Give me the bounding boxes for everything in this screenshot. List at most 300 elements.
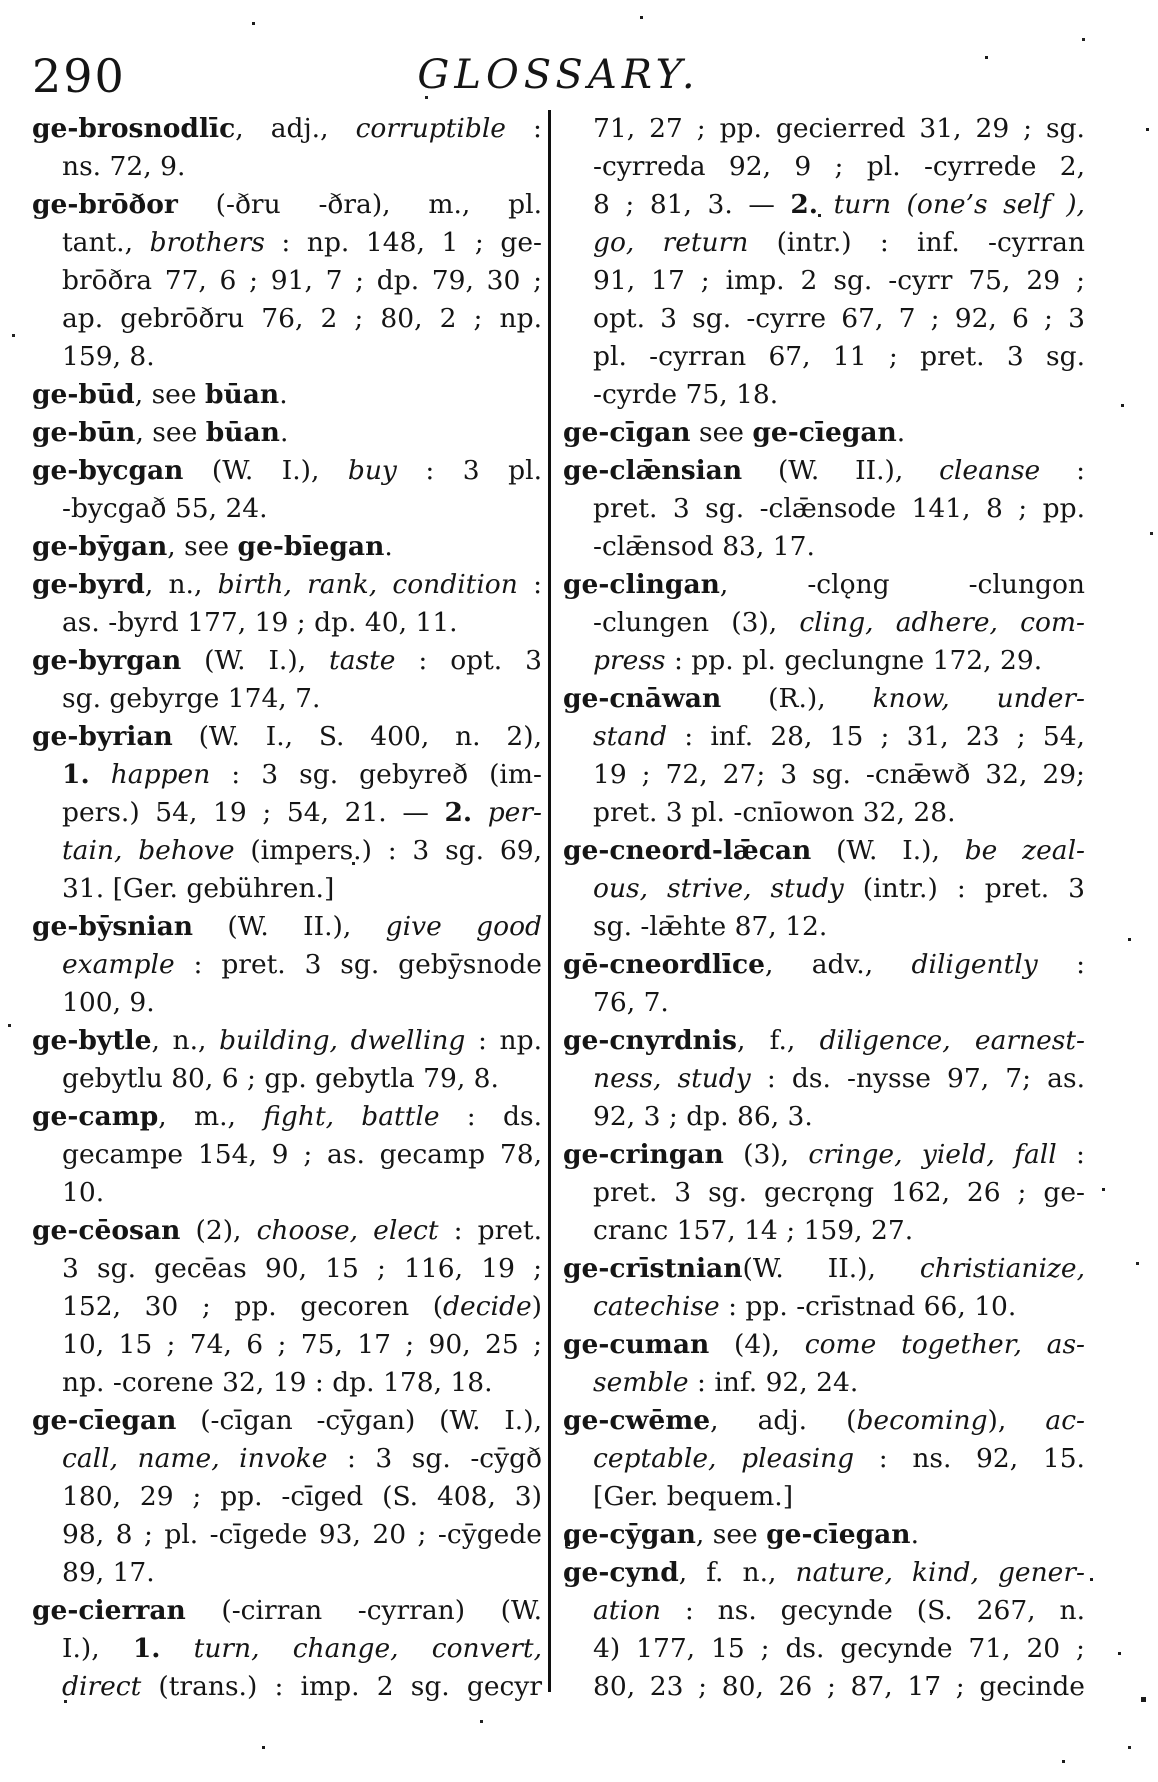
entry-line bbox=[563, 1516, 1085, 1554]
glossary-entry bbox=[563, 1402, 1085, 1516]
text-run: (intr.) : pret. 3 bbox=[843, 873, 1085, 904]
text-run: ness, study bbox=[593, 1063, 751, 1094]
text-run: 152, 30 ; pp. gecoren ( bbox=[62, 1291, 444, 1322]
text-run: ap. gebrōðru 76, 2 ; 80, 2 ; np. bbox=[62, 303, 542, 334]
glossary-entry bbox=[563, 1136, 1085, 1250]
entry-line bbox=[32, 756, 542, 794]
entry-line bbox=[563, 1326, 1085, 1364]
text-run: . bbox=[896, 417, 906, 448]
entry-line bbox=[563, 1060, 1085, 1098]
text-run: gē-cneordlīce bbox=[563, 949, 765, 980]
text-run: . bbox=[384, 531, 393, 562]
text-run: ge-bycgan bbox=[32, 455, 184, 486]
text-run: ge-bytle bbox=[32, 1025, 152, 1056]
entry-line bbox=[32, 1592, 542, 1630]
text-run: 4) 177, 15 ; ds. gecynde 71, 20 ; bbox=[593, 1633, 1085, 1664]
text-run: ge-būd bbox=[32, 379, 135, 410]
text-run: : bbox=[1056, 1139, 1085, 1170]
text-run: buy bbox=[347, 455, 397, 486]
text-run: . bbox=[279, 379, 288, 410]
entry-line bbox=[32, 1478, 542, 1516]
entry-line bbox=[563, 1364, 1085, 1402]
text-run: (W. I.), bbox=[183, 455, 348, 486]
text-run: happen bbox=[110, 759, 211, 790]
glossary-entry bbox=[563, 1516, 1085, 1554]
glossary-entry bbox=[563, 832, 1085, 946]
text-run bbox=[161, 1633, 194, 1664]
text-run: cranc 157, 14 ; 159, 27. bbox=[593, 1215, 914, 1246]
text-run: 89, 17. bbox=[62, 1557, 155, 1588]
entry-line bbox=[563, 262, 1085, 300]
text-run: pret. 3 pl. -cnīowon 32, 28. bbox=[593, 797, 956, 828]
text-run: ge-cneord-lǣcan bbox=[563, 835, 812, 866]
text-run: ge-cȳgan bbox=[563, 1519, 696, 1550]
text-run: ge-clǣnsian bbox=[563, 455, 743, 486]
glossary-entry bbox=[32, 1212, 542, 1402]
entry-line bbox=[32, 1402, 542, 1440]
text-run: 100, 9. bbox=[62, 987, 155, 1018]
column-right bbox=[563, 110, 1085, 1706]
text-run: : np. bbox=[465, 1025, 543, 1056]
entry-line bbox=[563, 1478, 1085, 1516]
text-run: , see bbox=[167, 531, 238, 562]
glossary-entry bbox=[32, 1022, 542, 1098]
glossary-entry bbox=[563, 452, 1085, 566]
text-run: ous, strive, study bbox=[593, 873, 844, 904]
text-run: go, return bbox=[593, 227, 749, 258]
text-run: ation bbox=[593, 1595, 661, 1626]
text-run: ge-crīstnian bbox=[563, 1253, 743, 1284]
glossary-entry bbox=[32, 186, 542, 376]
text-run: ns. 72, 9. bbox=[62, 151, 186, 182]
text-run: : 3 pl. bbox=[396, 455, 542, 486]
text-run: 8 ; 81, 3. — bbox=[593, 189, 791, 220]
text-run: diligently bbox=[911, 949, 1038, 980]
text-run: : bbox=[517, 569, 543, 600]
text-run: , see bbox=[135, 417, 206, 448]
entry-line bbox=[563, 604, 1085, 642]
text-run: cleanse bbox=[939, 455, 1041, 486]
text-run: -clǣnsod 83, 17. bbox=[593, 531, 815, 562]
text-run: būan bbox=[205, 417, 280, 448]
glossary-entry bbox=[32, 110, 542, 186]
text-run: press bbox=[593, 645, 666, 676]
text-run: pret. 3 sg. -clǣnsode 141, 8 ; pp. bbox=[593, 493, 1085, 524]
entry-line bbox=[563, 414, 1085, 452]
text-run: (W. I.), bbox=[811, 835, 965, 866]
text-run: 76, 7. bbox=[593, 987, 669, 1018]
glossary-entry bbox=[32, 1098, 542, 1212]
entry-line bbox=[563, 1554, 1085, 1592]
text-run: : bbox=[506, 113, 542, 144]
entry-line bbox=[32, 794, 542, 832]
entry-line bbox=[32, 414, 542, 452]
entry-line bbox=[32, 908, 542, 946]
entry-line bbox=[32, 1630, 542, 1668]
entry-line bbox=[32, 1212, 542, 1250]
text-run: 10, 15 ; 74, 6 ; 75, 17 ; 90, 25 ; bbox=[62, 1329, 542, 1360]
entry-line bbox=[563, 908, 1085, 946]
entry-line bbox=[32, 984, 542, 1022]
text-run: per- bbox=[487, 797, 542, 828]
text-run: -clungen (3), bbox=[593, 607, 800, 638]
column-divider bbox=[548, 110, 551, 1692]
text-run: ceptable, pleasing bbox=[593, 1443, 855, 1474]
text-run: (trans.) : imp. 2 sg. gecyr bbox=[141, 1671, 542, 1702]
entry-line bbox=[32, 1250, 542, 1288]
text-run: : opt. 3 bbox=[395, 645, 542, 676]
glossary-entry bbox=[563, 414, 1085, 452]
text-run: -bycgað 55, 24. bbox=[62, 493, 268, 524]
text-run: ge-cīgan bbox=[563, 417, 691, 448]
text-run: 180, 29 ; pp. -cīged (S. 408, 3) bbox=[62, 1481, 542, 1512]
entry-line bbox=[563, 1022, 1085, 1060]
text-run: know, under- bbox=[872, 683, 1086, 714]
text-run: ge-clingan bbox=[563, 569, 720, 600]
entry-line bbox=[32, 680, 542, 718]
text-run: 3 sg. gecēas 90, 15 ; 116, 19 ; bbox=[62, 1253, 542, 1284]
text-run: (W. I.), bbox=[181, 645, 330, 676]
text-run: gebytlu 80, 6 ; gp. gebytla 79, 8. bbox=[62, 1063, 499, 1094]
scan-noise bbox=[0, 0, 3, 3]
text-run: 19 ; 72, 27; 3 sg. -cnǣwð 32, 29; bbox=[593, 759, 1085, 790]
text-run: , m., bbox=[158, 1101, 264, 1132]
page-number: 290 bbox=[32, 49, 126, 103]
text-run: ge-cnāwan bbox=[563, 683, 722, 714]
glossary-entry bbox=[563, 110, 1085, 414]
text-run: būan bbox=[204, 379, 280, 410]
text-run: : pp. -crīstnad 66, 10. bbox=[719, 1291, 1017, 1322]
text-run: cringe, yield, fall bbox=[808, 1139, 1057, 1170]
text-run: : ds. -nysse 97, 7; as. bbox=[750, 1063, 1085, 1094]
text-run: pret. 3 sg. gecrǫng 162, 26 ; ge- bbox=[593, 1177, 1085, 1208]
text-run: turn, change, convert, bbox=[193, 1633, 542, 1664]
text-run: birth, rank, condition bbox=[217, 569, 518, 600]
entry-line bbox=[563, 1402, 1085, 1440]
text-run: example bbox=[62, 949, 175, 980]
text-run: , adj. ( bbox=[710, 1405, 857, 1436]
glossary-entry bbox=[32, 1592, 542, 1706]
text-run: , n., bbox=[144, 569, 218, 600]
text-run: . bbox=[279, 417, 289, 448]
entry-line bbox=[563, 946, 1085, 984]
glossary-entry bbox=[32, 642, 542, 718]
entry-line bbox=[563, 1630, 1085, 1668]
text-run: 1. bbox=[132, 1633, 161, 1664]
text-run: catechise bbox=[593, 1291, 720, 1322]
glossary-columns bbox=[32, 110, 1085, 1706]
text-run: (impers.) : 3 sg. 69, bbox=[234, 835, 542, 866]
text-run: : pret. 3 sg. gebȳsnode bbox=[174, 949, 542, 980]
text-run: : ds. bbox=[439, 1101, 542, 1132]
entry-line bbox=[563, 1098, 1085, 1136]
entry-line bbox=[32, 452, 542, 490]
entry-line bbox=[563, 566, 1085, 604]
text-run: ge-bȳsnian bbox=[32, 911, 194, 942]
entry-line bbox=[563, 338, 1085, 376]
entry-line bbox=[32, 946, 542, 984]
glossary-entry bbox=[563, 1326, 1085, 1402]
text-run: 2. bbox=[790, 189, 819, 220]
text-run: ac- bbox=[1045, 1405, 1086, 1436]
entry-line bbox=[32, 1554, 542, 1592]
text-run: ge-brōðor bbox=[32, 189, 178, 220]
glossary-entry bbox=[563, 680, 1085, 832]
entry-line bbox=[32, 490, 542, 528]
text-run: direct bbox=[62, 1671, 142, 1702]
text-run: fight, battle bbox=[263, 1101, 440, 1132]
text-run: ge-bȳgan bbox=[32, 531, 168, 562]
text-run: (W. II.), bbox=[193, 911, 386, 942]
entry-line bbox=[32, 110, 542, 148]
text-run: pl. -cyrran 67, 11 ; pret. 3 sg. bbox=[593, 341, 1085, 372]
text-run: sg. gebyrge 174, 7. bbox=[62, 683, 321, 714]
glossary-entry bbox=[32, 376, 542, 414]
entry-line bbox=[32, 832, 542, 870]
entry-line bbox=[32, 528, 542, 566]
text-run: brōðra 77, 6 ; 91, 7 ; dp. 79, 30 ; bbox=[62, 265, 542, 296]
entry-line bbox=[32, 604, 542, 642]
entry-line bbox=[32, 566, 542, 604]
glossary-entry bbox=[32, 452, 542, 528]
text-run: I.), bbox=[62, 1633, 133, 1664]
text-run: as. -byrd 177, 19 ; dp. 40, 11. bbox=[62, 607, 458, 638]
text-run: (W. I., S. 400, n. 2), bbox=[172, 721, 542, 752]
entry-line bbox=[563, 1592, 1085, 1630]
text-run: brothers bbox=[149, 227, 265, 258]
text-run: (-cirran -cyrran) (W. bbox=[185, 1595, 542, 1626]
text-run: : 3 sg. -cȳgð bbox=[327, 1443, 543, 1474]
glossary-entry bbox=[32, 718, 542, 908]
entry-line bbox=[563, 832, 1085, 870]
entry-line bbox=[32, 1288, 542, 1326]
text-run: : pp. pl. geclungne 172, 29. bbox=[665, 645, 1043, 676]
text-run: choose, elect bbox=[256, 1215, 439, 1246]
text-run: np. -corene 32, 19 : dp. 178, 18. bbox=[62, 1367, 493, 1398]
text-run: 10. bbox=[62, 1177, 105, 1208]
text-run: decide bbox=[443, 1291, 532, 1322]
text-run: cling, adhere, com- bbox=[799, 607, 1085, 638]
glossary-entry bbox=[32, 908, 542, 1022]
text-run: christianize, bbox=[919, 1253, 1085, 1284]
entry-line bbox=[563, 1440, 1085, 1478]
glossary-entry bbox=[32, 528, 542, 566]
text-run: ge-brosnodlīc bbox=[32, 113, 236, 144]
text-run: , see bbox=[134, 379, 205, 410]
glossary-entry bbox=[563, 946, 1085, 1022]
text-run: gecampe 154, 9 ; as. gecamp 78, bbox=[62, 1139, 542, 1170]
entry-line bbox=[563, 870, 1085, 908]
text-run: 71, 27 ; pp. gecierred 31, 29 ; sg. bbox=[593, 113, 1085, 144]
glossary-entry bbox=[32, 1402, 542, 1592]
text-run: : inf. 92, 24. bbox=[688, 1367, 859, 1398]
text-run: : inf. 28, 15 ; 31, 23 ; 54, bbox=[667, 721, 1085, 752]
entry-line bbox=[563, 1250, 1085, 1288]
text-run: ge-bīegan bbox=[237, 531, 385, 562]
entry-line bbox=[32, 642, 542, 680]
text-run: (W. II.), bbox=[742, 455, 940, 486]
text-run: ge-cuman bbox=[563, 1329, 710, 1360]
entry-line bbox=[563, 642, 1085, 680]
text-run: 159, 8. bbox=[62, 341, 155, 372]
text-run: , adj., bbox=[235, 113, 356, 144]
entry-line bbox=[32, 262, 542, 300]
entry-line bbox=[32, 186, 542, 224]
text-run: . bbox=[910, 1519, 919, 1550]
text-run: , f. n., bbox=[678, 1557, 796, 1588]
entry-line bbox=[32, 338, 542, 376]
text-run: ge-cēosan bbox=[32, 1215, 181, 1246]
text-run bbox=[472, 797, 488, 828]
entry-line bbox=[32, 148, 542, 186]
entry-line bbox=[32, 870, 542, 908]
text-run: (-cīgan -cȳgan) (W. I.), bbox=[176, 1405, 542, 1436]
text-run: -cyrde 75, 18. bbox=[593, 379, 779, 410]
text-run: becoming bbox=[856, 1405, 988, 1436]
text-run: [Ger. bequem.] bbox=[593, 1481, 794, 1512]
column-left bbox=[32, 110, 542, 1706]
entry-line bbox=[563, 490, 1085, 528]
text-run: -cyrreda 92, 9 ; pl. -cyrrede 2, bbox=[593, 151, 1085, 182]
text-run: ge-cierran bbox=[32, 1595, 186, 1626]
entry-line bbox=[32, 1098, 542, 1136]
text-run: 31. [Ger. gebühren.] bbox=[62, 873, 335, 904]
entry-line bbox=[563, 110, 1085, 148]
entry-line bbox=[32, 1668, 542, 1706]
text-run: : pret. bbox=[438, 1215, 543, 1246]
text-run: , f., bbox=[736, 1025, 820, 1056]
entry-line bbox=[563, 756, 1085, 794]
text-run: sg. -lǣhte 87, 12. bbox=[593, 911, 828, 942]
text-run: : bbox=[1037, 949, 1085, 980]
text-run: building, dwelling bbox=[219, 1025, 466, 1056]
entry-line bbox=[32, 1060, 542, 1098]
text-run: 2. bbox=[444, 797, 473, 828]
glossary-entry bbox=[32, 566, 542, 642]
entry-line bbox=[563, 528, 1085, 566]
entry-line bbox=[32, 1440, 542, 1478]
glossary-entry bbox=[563, 1554, 1085, 1706]
text-run: give good bbox=[385, 911, 542, 942]
text-run: , -clǫng -clungon bbox=[719, 569, 1085, 600]
text-run: opt. 3 sg. -cyrre 67, 7 ; 92, 6 ; 3 bbox=[593, 303, 1085, 334]
text-run: 91, 17 ; imp. 2 sg. -cyrr 75, 29 ; bbox=[593, 265, 1085, 296]
entry-line bbox=[32, 1174, 542, 1212]
entry-line bbox=[32, 1364, 542, 1402]
text-run: 80, 23 ; 80, 26 ; 87, 17 ; gecinde bbox=[593, 1671, 1085, 1702]
text-run: call, name, invoke bbox=[62, 1443, 328, 1474]
entry-line bbox=[563, 300, 1085, 338]
text-run: (4), bbox=[709, 1329, 805, 1360]
text-run: ge-cringan bbox=[563, 1139, 724, 1170]
entry-line bbox=[563, 1174, 1085, 1212]
entry-line bbox=[32, 1136, 542, 1174]
entry-line bbox=[32, 1022, 542, 1060]
text-run: ge-byrd bbox=[32, 569, 145, 600]
text-run: : ns. 92, 15. bbox=[854, 1443, 1085, 1474]
text-run: stand bbox=[593, 721, 668, 752]
entry-line bbox=[32, 224, 542, 262]
entry-line bbox=[563, 1136, 1085, 1174]
text-run: come together, as- bbox=[804, 1329, 1086, 1360]
text-run: pers.) 54, 19 ; 54, 21. — bbox=[62, 797, 445, 828]
running-title: GLOSSARY. bbox=[417, 52, 700, 98]
text-run: tant., bbox=[62, 227, 150, 258]
entry-line bbox=[32, 376, 542, 414]
text-run: taste bbox=[329, 645, 396, 676]
text-run: (W. II.), bbox=[742, 1253, 920, 1284]
text-run: , adv., bbox=[764, 949, 912, 980]
entry-line bbox=[563, 1668, 1085, 1706]
text-run: tain, behove bbox=[62, 835, 235, 866]
entry-line bbox=[32, 1326, 542, 1364]
page-header bbox=[32, 46, 1085, 106]
text-run: nature, kind, gener- bbox=[795, 1557, 1085, 1588]
text-run: see bbox=[690, 417, 753, 448]
entry-line bbox=[563, 984, 1085, 1022]
entry-line bbox=[563, 680, 1085, 718]
text-run: 92, 3 ; dp. 86, 3. bbox=[593, 1101, 813, 1132]
glossary-entry bbox=[563, 1250, 1085, 1326]
text-run: ge-būn bbox=[32, 417, 136, 448]
entry-line bbox=[32, 718, 542, 756]
text-run: (2), bbox=[180, 1215, 257, 1246]
text-run: ge-cwēme bbox=[563, 1405, 711, 1436]
text-run: , n., bbox=[151, 1025, 220, 1056]
text-run: 1. bbox=[62, 759, 90, 790]
text-run: : bbox=[1040, 455, 1086, 486]
entry-line bbox=[32, 300, 542, 338]
text-run bbox=[818, 189, 834, 220]
text-run: semble bbox=[593, 1367, 689, 1398]
text-run: ge-camp bbox=[32, 1101, 159, 1132]
text-run: diligence, earnest- bbox=[819, 1025, 1086, 1056]
text-run: corruptible bbox=[355, 113, 506, 144]
glossary-entry bbox=[563, 1022, 1085, 1136]
text-run: ge-cīegan bbox=[32, 1405, 177, 1436]
entry-line bbox=[563, 224, 1085, 262]
text-run: : 3 sg. gebyreð (im- bbox=[210, 759, 542, 790]
text-run: (intr.) : inf. -cyrran bbox=[748, 227, 1085, 258]
text-run: ge-byrgan bbox=[32, 645, 182, 676]
text-run: ge-cīegan bbox=[766, 1519, 911, 1550]
text-run: (3), bbox=[723, 1139, 809, 1170]
entry-line bbox=[563, 1288, 1085, 1326]
text-run: ) bbox=[531, 1291, 542, 1322]
text-run: ge-cnyrdnis bbox=[563, 1025, 737, 1056]
entry-line bbox=[563, 794, 1085, 832]
text-run bbox=[90, 759, 111, 790]
text-run: ge-cīegan bbox=[752, 417, 897, 448]
text-run: (-ðru -ðra), m., pl. bbox=[177, 189, 542, 220]
text-run: ge-cynd bbox=[563, 1557, 679, 1588]
text-run: ge-byrian bbox=[32, 721, 173, 752]
entry-line bbox=[563, 186, 1085, 224]
entry-line bbox=[563, 148, 1085, 186]
entry-line bbox=[563, 1212, 1085, 1250]
text-run: : ns. gecynde (S. 267, n. bbox=[660, 1595, 1085, 1626]
text-run: be zeal- bbox=[964, 835, 1085, 866]
glossary-entry bbox=[563, 566, 1085, 680]
entry-line bbox=[563, 376, 1085, 414]
text-run: 98, 8 ; pl. -cīgede 93, 20 ; -cȳgede bbox=[62, 1519, 542, 1550]
text-run: turn (one’s self ), bbox=[833, 189, 1085, 220]
entry-line bbox=[32, 1516, 542, 1554]
entry-line bbox=[563, 718, 1085, 756]
text-run: ), bbox=[987, 1405, 1046, 1436]
text-run: (R.), bbox=[721, 683, 873, 714]
text-run: : np. 148, 1 ; ge- bbox=[264, 227, 542, 258]
